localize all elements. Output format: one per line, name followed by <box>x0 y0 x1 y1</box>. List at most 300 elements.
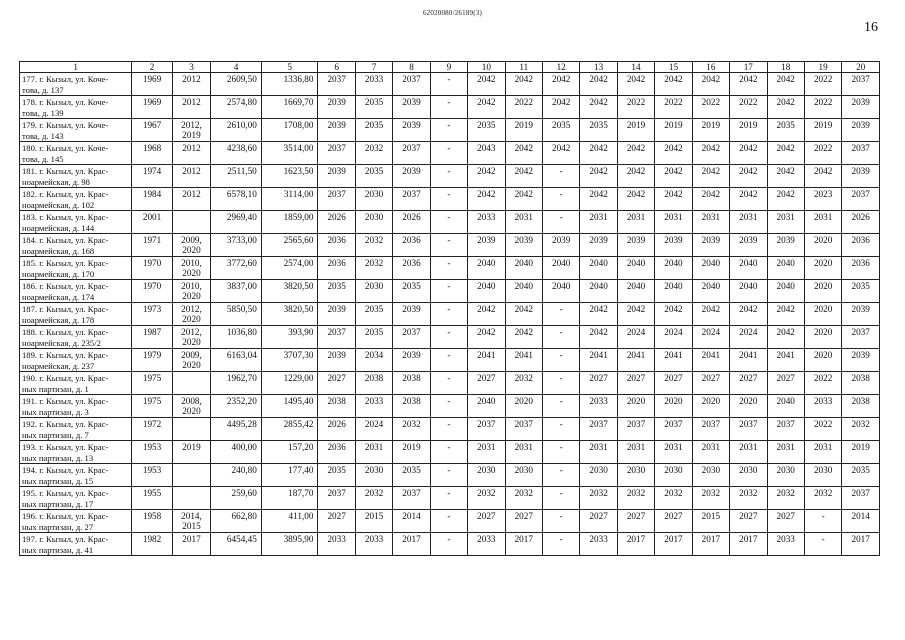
address-cell: 191. г. Кызыл, ул. Крас- ных партизан, д. 3 <box>20 395 132 418</box>
area-cell: 240,80 <box>211 464 262 487</box>
year-cell: 1969 <box>132 96 172 119</box>
address-cell: 195. г. Кызыл, ул. Крас- ных партизан, д. 17 <box>20 487 132 510</box>
address-cell: 181. г. Кызыл, ул. Крас- ноармейская, д. 98 <box>20 165 132 188</box>
table-row <box>20 234 880 257</box>
year-cell: 2027 <box>617 510 654 533</box>
year-cell: 2042 <box>617 303 654 326</box>
area-cell: 187,70 <box>261 487 318 510</box>
year-cell: 2033 <box>804 395 841 418</box>
year-cell: 2042 <box>505 303 542 326</box>
year-cell: 2026 <box>393 211 430 234</box>
year-cell: - <box>542 441 579 464</box>
area-cell: 5850,50 <box>211 303 262 326</box>
address-cell: 194. г. Кызыл, ул. Крас- ных партизан, д. 15 <box>20 464 132 487</box>
year-cell: - <box>430 395 467 418</box>
repair-year-cell: 2019 <box>172 441 210 464</box>
year-cell: 1969 <box>132 73 172 96</box>
area-cell: 1708,00 <box>261 119 318 142</box>
year-cell: 2042 <box>692 165 729 188</box>
address-cell: 185. г. Кызыл, ул. Крас- ноармейская, д. 170 <box>20 257 132 280</box>
year-cell: 2031 <box>617 441 654 464</box>
year-cell: 2043 <box>468 142 505 165</box>
year-cell: 2040 <box>580 280 617 303</box>
year-cell: 2027 <box>655 510 692 533</box>
year-cell: 2042 <box>542 96 579 119</box>
year-cell: 2032 <box>468 487 505 510</box>
year-cell: 2035 <box>355 119 392 142</box>
year-cell: - <box>430 280 467 303</box>
year-cell: - <box>430 257 467 280</box>
area-cell: 1229,00 <box>261 372 318 395</box>
year-cell: 2022 <box>804 73 841 96</box>
year-cell: - <box>430 211 467 234</box>
table-row <box>20 280 880 303</box>
year-cell: 2040 <box>767 395 804 418</box>
document-id: 62020080/26189(3) <box>422 9 482 17</box>
year-cell: 2042 <box>468 303 505 326</box>
area-cell: 2610,00 <box>211 119 262 142</box>
year-cell: 2039 <box>655 234 692 257</box>
year-cell: 2030 <box>355 464 392 487</box>
year-cell: 2040 <box>542 257 579 280</box>
year-cell: 2040 <box>767 257 804 280</box>
year-cell: 2038 <box>318 395 355 418</box>
year-cell: 2037 <box>468 418 505 441</box>
year-cell: 2042 <box>580 188 617 211</box>
year-cell: 2022 <box>505 96 542 119</box>
year-cell: - <box>430 188 467 211</box>
area-cell: 3707,30 <box>261 349 318 372</box>
year-cell: 2038 <box>842 395 880 418</box>
year-cell: 2030 <box>655 464 692 487</box>
area-cell: 2969,40 <box>211 211 262 234</box>
repair-year-cell <box>172 418 210 441</box>
year-cell: 2040 <box>692 257 729 280</box>
area-cell: 3837,00 <box>211 280 262 303</box>
year-cell: 2031 <box>580 441 617 464</box>
year-cell: 2014 <box>393 510 430 533</box>
year-cell: 2033 <box>355 533 392 556</box>
repair-year-cell: 2012 <box>172 96 210 119</box>
year-cell: 2022 <box>692 96 729 119</box>
year-cell: - <box>542 418 579 441</box>
year-cell: 2039 <box>318 303 355 326</box>
year-cell: - <box>542 303 579 326</box>
year-cell: 2042 <box>468 96 505 119</box>
table-row <box>20 533 880 556</box>
year-cell: 2030 <box>505 464 542 487</box>
year-cell: 2039 <box>692 234 729 257</box>
area-cell: 6163,04 <box>211 349 262 372</box>
year-cell: 2042 <box>804 165 841 188</box>
year-cell: 2039 <box>393 165 430 188</box>
year-cell: 2027 <box>505 510 542 533</box>
year-cell: 2022 <box>804 372 841 395</box>
table-row <box>20 349 880 372</box>
year-cell: 1982 <box>132 533 172 556</box>
year-cell: 2039 <box>580 234 617 257</box>
year-cell: - <box>542 165 579 188</box>
year-cell: 2031 <box>804 441 841 464</box>
area-cell: 6454,45 <box>211 533 262 556</box>
address-cell: 178. г. Кызыл, ул. Коче- това, д. 139 <box>20 96 132 119</box>
year-cell: 2031 <box>505 211 542 234</box>
address-cell: 197. г. Кызыл, ул. Крас- ных партизан, д. 41 <box>20 533 132 556</box>
year-cell: - <box>430 303 467 326</box>
year-cell: 2022 <box>617 96 654 119</box>
year-cell: 1974 <box>132 165 172 188</box>
address-cell: 183. г. Кызыл, ул. Крас- ноармейская, д. 144 <box>20 211 132 234</box>
year-cell: 2042 <box>617 142 654 165</box>
area-cell: 157,20 <box>261 441 318 464</box>
repair-year-cell: 2009, 2020 <box>172 234 210 257</box>
year-cell: 2042 <box>655 303 692 326</box>
year-cell: 1971 <box>132 234 172 257</box>
area-cell: 2574,00 <box>261 257 318 280</box>
year-cell: - <box>430 464 467 487</box>
year-cell: 2031 <box>730 441 767 464</box>
year-cell: 2031 <box>767 441 804 464</box>
year-cell: 1958 <box>132 510 172 533</box>
year-cell: 2042 <box>505 165 542 188</box>
column-header: 4 <box>211 62 262 73</box>
year-cell: 2020 <box>804 326 841 349</box>
year-cell: 2042 <box>767 326 804 349</box>
year-cell: - <box>430 372 467 395</box>
year-cell: 1968 <box>132 142 172 165</box>
year-cell: 2027 <box>655 372 692 395</box>
year-cell: 2040 <box>468 280 505 303</box>
year-cell: 2035 <box>842 464 880 487</box>
year-cell: 2042 <box>468 165 505 188</box>
year-cell: 2037 <box>617 418 654 441</box>
area-cell: 662,80 <box>211 510 262 533</box>
address-cell: 196. г. Кызыл, ул. Крас- ных партизан, д. 27 <box>20 510 132 533</box>
column-header: 1 <box>20 62 132 73</box>
year-cell: - <box>430 510 467 533</box>
year-cell: 2042 <box>767 96 804 119</box>
year-cell: 2041 <box>767 349 804 372</box>
year-cell: 2042 <box>505 188 542 211</box>
column-header: 10 <box>468 62 505 73</box>
year-cell: 2022 <box>804 96 841 119</box>
year-cell: 2038 <box>355 372 392 395</box>
year-cell: 2042 <box>655 188 692 211</box>
year-cell: 1953 <box>132 464 172 487</box>
table-row <box>20 326 880 349</box>
address-cell: 192. г. Кызыл, ул. Крас- ных партизан, д. 7 <box>20 418 132 441</box>
year-cell: 2042 <box>580 96 617 119</box>
table-row <box>20 510 880 533</box>
area-cell: 400,00 <box>211 441 262 464</box>
column-header: 14 <box>617 62 654 73</box>
year-cell: 1967 <box>132 119 172 142</box>
year-cell: 2031 <box>767 211 804 234</box>
table-row <box>20 303 880 326</box>
area-cell: 259,60 <box>211 487 262 510</box>
year-cell: 1970 <box>132 280 172 303</box>
area-cell: 2565,60 <box>261 234 318 257</box>
year-cell: - <box>430 96 467 119</box>
year-cell: 2039 <box>393 349 430 372</box>
repair-year-cell: 2012, 2020 <box>172 303 210 326</box>
year-cell: 2032 <box>505 372 542 395</box>
area-cell: 1962,70 <box>211 372 262 395</box>
year-cell: - <box>542 349 579 372</box>
year-cell: 2042 <box>730 188 767 211</box>
table-row <box>20 142 880 165</box>
year-cell: 2040 <box>580 257 617 280</box>
year-cell: 2042 <box>542 73 579 96</box>
year-cell: 2040 <box>617 280 654 303</box>
year-cell: 2026 <box>842 211 880 234</box>
year-cell: 2032 <box>580 487 617 510</box>
year-cell: 2041 <box>617 349 654 372</box>
year-cell: 2042 <box>692 73 729 96</box>
year-cell: - <box>430 142 467 165</box>
repair-year-cell: 2008, 2020 <box>172 395 210 418</box>
year-cell: 2042 <box>655 142 692 165</box>
repair-year-cell: 2012 <box>172 188 210 211</box>
year-cell: 2032 <box>505 487 542 510</box>
year-cell: 2024 <box>730 326 767 349</box>
year-cell: 2041 <box>505 349 542 372</box>
year-cell: 2022 <box>804 418 841 441</box>
area-cell: 2511,50 <box>211 165 262 188</box>
column-number-row <box>20 62 880 73</box>
year-cell: 2027 <box>730 372 767 395</box>
year-cell: 2036 <box>318 234 355 257</box>
column-header: 15 <box>655 62 692 73</box>
year-cell: 2027 <box>318 510 355 533</box>
year-cell: 2030 <box>804 464 841 487</box>
year-cell: 2027 <box>767 372 804 395</box>
column-header: 17 <box>730 62 767 73</box>
year-cell: 2040 <box>767 280 804 303</box>
area-cell: 3733,00 <box>211 234 262 257</box>
table-row <box>20 441 880 464</box>
column-header: 11 <box>505 62 542 73</box>
table-row <box>20 211 880 234</box>
area-cell: 177,40 <box>261 464 318 487</box>
year-cell: 2039 <box>842 303 880 326</box>
year-cell: 2042 <box>468 326 505 349</box>
address-cell: 177. г. Кызыл, ул. Коче- това, д. 137 <box>20 73 132 96</box>
year-cell: 2037 <box>692 418 729 441</box>
year-cell: 1973 <box>132 303 172 326</box>
year-cell: 2042 <box>692 303 729 326</box>
year-cell: 2036 <box>318 257 355 280</box>
area-cell: 411,00 <box>261 510 318 533</box>
year-cell: 2020 <box>804 234 841 257</box>
year-cell: 2037 <box>318 73 355 96</box>
year-cell: 2042 <box>655 165 692 188</box>
year-cell: 2037 <box>393 487 430 510</box>
year-cell: 2019 <box>655 119 692 142</box>
year-cell: 2033 <box>580 533 617 556</box>
year-cell: 2037 <box>842 487 880 510</box>
year-cell: 2038 <box>393 395 430 418</box>
year-cell: 2033 <box>580 395 617 418</box>
year-cell: 2032 <box>355 257 392 280</box>
table-row <box>20 487 880 510</box>
year-cell: - <box>542 326 579 349</box>
year-cell: 2032 <box>355 487 392 510</box>
year-cell: 2024 <box>655 326 692 349</box>
year-cell: 2030 <box>355 188 392 211</box>
year-cell: 2032 <box>393 418 430 441</box>
column-header: 8 <box>393 62 430 73</box>
area-cell: 2574,80 <box>211 96 262 119</box>
year-cell: - <box>430 119 467 142</box>
area-cell: 3114,00 <box>261 188 318 211</box>
address-cell: 182. г. Кызыл, ул. Крас- ноармейская, д. 102 <box>20 188 132 211</box>
year-cell: 2037 <box>842 326 880 349</box>
year-cell: 2036 <box>393 234 430 257</box>
year-cell: - <box>542 510 579 533</box>
year-cell: 2035 <box>318 280 355 303</box>
area-cell: 4238,60 <box>211 142 262 165</box>
year-cell: 2039 <box>842 96 880 119</box>
column-header: 7 <box>355 62 392 73</box>
year-cell: 2030 <box>468 464 505 487</box>
year-cell: 2027 <box>468 372 505 395</box>
year-cell: 2035 <box>542 119 579 142</box>
year-cell: 2031 <box>655 211 692 234</box>
year-cell: 2039 <box>617 234 654 257</box>
year-cell: 2042 <box>542 142 579 165</box>
area-cell: 1859,00 <box>261 211 318 234</box>
table-row <box>20 73 880 96</box>
year-cell: 2039 <box>393 119 430 142</box>
year-cell: 2037 <box>580 418 617 441</box>
year-cell: 2033 <box>355 73 392 96</box>
year-cell: 2027 <box>580 510 617 533</box>
repair-year-cell <box>172 464 210 487</box>
year-cell: 2030 <box>355 280 392 303</box>
repair-year-cell: 2012 <box>172 165 210 188</box>
year-cell: 2039 <box>505 234 542 257</box>
year-cell: 2030 <box>355 211 392 234</box>
year-cell: 2042 <box>580 73 617 96</box>
year-cell: 2031 <box>505 441 542 464</box>
year-cell: 2022 <box>730 96 767 119</box>
column-header: 2 <box>132 62 172 73</box>
year-cell: 2019 <box>730 119 767 142</box>
year-cell: 2032 <box>692 487 729 510</box>
year-cell: 2017 <box>393 533 430 556</box>
year-cell: 2035 <box>318 464 355 487</box>
year-cell: 2017 <box>505 533 542 556</box>
year-cell: 2031 <box>730 211 767 234</box>
year-cell: 2035 <box>355 165 392 188</box>
year-cell: 2032 <box>730 487 767 510</box>
area-cell: 1623,50 <box>261 165 318 188</box>
year-cell: 2035 <box>580 119 617 142</box>
year-cell: 2035 <box>355 326 392 349</box>
year-cell: 2042 <box>767 303 804 326</box>
address-cell: 180. г. Кызыл, ул. Коче- това, д. 145 <box>20 142 132 165</box>
area-cell: 1336,80 <box>261 73 318 96</box>
year-cell: 2036 <box>842 257 880 280</box>
year-cell: 2035 <box>393 464 430 487</box>
column-header: 19 <box>804 62 841 73</box>
year-cell: 2020 <box>505 395 542 418</box>
year-cell: 2031 <box>692 441 729 464</box>
address-cell: 193. г. Кызыл, ул. Крас- ных партизан, д. 13 <box>20 441 132 464</box>
year-cell: 2035 <box>393 280 430 303</box>
year-cell: 2030 <box>730 464 767 487</box>
year-cell: 2027 <box>617 372 654 395</box>
year-cell: 2024 <box>617 326 654 349</box>
year-cell: 2033 <box>318 533 355 556</box>
area-cell: 2609,50 <box>211 73 262 96</box>
year-cell: 2037 <box>730 418 767 441</box>
year-cell: 2030 <box>580 464 617 487</box>
year-cell: 2017 <box>692 533 729 556</box>
repair-year-cell: 2014, 2015 <box>172 510 210 533</box>
column-header: 5 <box>261 62 318 73</box>
year-cell: 2037 <box>655 418 692 441</box>
year-cell: 2037 <box>393 73 430 96</box>
year-cell: 1975 <box>132 372 172 395</box>
year-cell: 1953 <box>132 441 172 464</box>
address-cell: 190. г. Кызыл, ул. Крас- ных партизан, д. 1 <box>20 372 132 395</box>
year-cell: 2042 <box>730 142 767 165</box>
year-cell: 2019 <box>393 441 430 464</box>
repair-year-cell: 2012, 2019 <box>172 119 210 142</box>
year-cell: - <box>804 510 841 533</box>
table-row <box>20 165 880 188</box>
year-cell: 2037 <box>505 418 542 441</box>
year-cell: - <box>430 418 467 441</box>
year-cell: 2024 <box>692 326 729 349</box>
table-row <box>20 464 880 487</box>
repair-year-cell: 2012 <box>172 73 210 96</box>
column-header: 18 <box>767 62 804 73</box>
year-cell: 2037 <box>842 142 880 165</box>
year-cell: 2042 <box>730 73 767 96</box>
year-cell: 2039 <box>468 234 505 257</box>
year-cell: 2001 <box>132 211 172 234</box>
year-cell: 2027 <box>318 372 355 395</box>
year-cell: 2039 <box>393 303 430 326</box>
year-cell: 2020 <box>617 395 654 418</box>
year-cell: 2036 <box>318 441 355 464</box>
year-cell: 2027 <box>468 510 505 533</box>
year-cell: 1970 <box>132 257 172 280</box>
area-cell: 1495,40 <box>261 395 318 418</box>
year-cell: 2019 <box>505 119 542 142</box>
address-cell: 186. г. Кызыл, ул. Крас- ноармейская, д. 174 <box>20 280 132 303</box>
year-cell: 2032 <box>655 487 692 510</box>
year-cell: 2042 <box>468 73 505 96</box>
year-cell: 2042 <box>767 165 804 188</box>
year-cell: 2039 <box>542 234 579 257</box>
repair-year-cell: 2012, 2020 <box>172 326 210 349</box>
repair-year-cell <box>172 211 210 234</box>
year-cell: 1955 <box>132 487 172 510</box>
column-header: 9 <box>430 62 467 73</box>
year-cell: 2035 <box>468 119 505 142</box>
year-cell: 2036 <box>842 234 880 257</box>
table-row <box>20 96 880 119</box>
column-header: 3 <box>172 62 210 73</box>
year-cell: 2031 <box>692 211 729 234</box>
year-cell: 2039 <box>767 234 804 257</box>
year-cell: 2027 <box>692 372 729 395</box>
area-cell: 6578,10 <box>211 188 262 211</box>
